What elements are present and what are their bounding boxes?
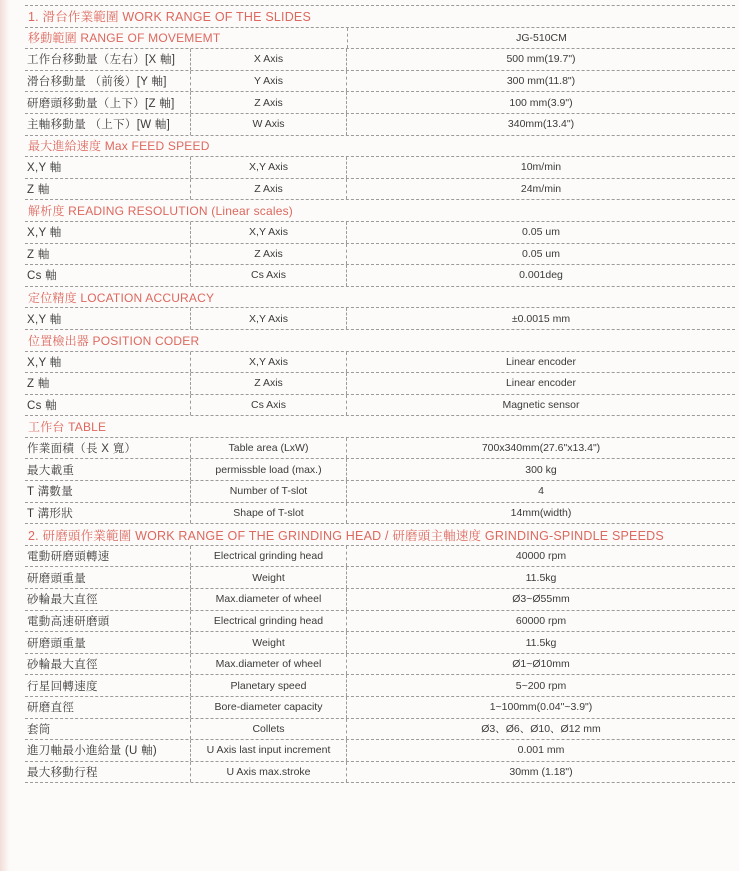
spec-value: 1~100mm(0.04"~3.9") [489,701,593,714]
spec-value: 340mm(13.4") [507,118,575,131]
table-row [25,567,735,589]
spec-zh-label: 行星回轉速度 [27,680,98,693]
spec-zh-cell [25,49,190,70]
spec-value: Ø3~Ø55mm [512,593,570,606]
spec-en-cell [190,71,347,92]
table-row [25,92,735,114]
spec-zh-cell [25,459,190,480]
spec-value: 4 [538,485,544,498]
spec-value-cell [347,762,735,783]
spec-en-cell [190,114,347,135]
spec-en-cell [190,697,347,718]
spec-en-label: X,Y Axis [249,161,288,174]
table-row [25,697,735,719]
spec-zh-cell [25,611,190,632]
spec-en-label: Weight [252,636,285,649]
spec-en-cell [190,654,347,675]
spec-zh-cell [25,675,190,696]
section-header-text: 工作台 TABLE [28,420,107,435]
table-row [25,49,735,71]
spec-en-label: X,Y Axis [249,226,288,239]
spec-value-cell [347,740,735,761]
spec-en-label: Collets [252,722,285,735]
table-row [25,308,735,330]
model-name-cell [347,28,735,49]
spec-value: Linear encoder [505,355,577,368]
table-row [25,589,735,611]
table-row [25,611,735,633]
table-row [25,395,735,417]
spec-en-cell [190,373,347,394]
spec-zh-label: 電動高速研磨頭 [27,615,110,628]
spec-value: Linear encoder [505,377,577,390]
spec-zh-label: T 溝數量 [27,486,74,499]
spec-value: 0.05 um [522,247,560,260]
spec-en-cell [190,740,347,761]
table-row [25,373,735,395]
spec-value: 60000 rpm [515,614,567,627]
spec-zh-cell [25,740,190,761]
table-row [25,222,735,244]
spec-en-label: X Axis [253,53,284,66]
spec-zh-label: 作業面積（長 X 寬） [27,443,137,456]
table-row [25,244,735,266]
spec-zh-cell [25,265,190,286]
spec-zh-cell [25,503,190,524]
spec-value: 300 mm(11.8") [506,75,576,88]
spec-zh-cell [25,654,190,675]
spec-zh-label: 套筒 [27,723,51,736]
table-row [25,654,735,676]
table-row [25,179,735,201]
spec-en-cell [190,438,347,459]
spec-value-cell [347,481,735,502]
spec-value: ±0.0015 mm [511,312,571,325]
spec-zh-label: 研磨直徑 [27,702,75,715]
spec-value: 0.001deg [519,269,563,282]
spec-value-cell [347,567,735,588]
spec-value: 30mm (1.18") [509,766,573,779]
spec-en-cell [190,481,347,502]
section-header-row [25,416,735,438]
spec-value-cell [347,222,735,243]
spec-en-cell [190,352,347,373]
table-row [25,762,735,784]
spec-en-label: Max.diameter of wheel [215,658,322,671]
section-title-row [25,524,735,546]
table-row [25,438,735,460]
model-header-row [25,28,735,50]
section-header-text: 定位精度 LOCATION ACCURACY [28,290,215,305]
spec-zh-label: 進刀軸最小進給量 (U 軸) [27,745,158,758]
range-of-movement-label-cell [25,28,347,49]
model-name: JG-510CM [516,31,567,44]
spec-zh-cell [25,308,190,329]
table-row [25,114,735,136]
spec-en-cell [190,92,347,113]
spec-en-cell [190,546,347,567]
table-row [25,632,735,654]
spec-zh-cell [25,697,190,718]
spec-zh-cell [25,244,190,265]
table-row [25,71,735,93]
spec-value-cell [347,373,735,394]
spec-en-cell [190,632,347,653]
spec-en-label: Z Axis [254,96,283,109]
table-row [25,157,735,179]
spec-zh-label: X,Y 軸 [27,227,62,240]
spec-zh-label: 砂輪最大直徑 [27,594,98,607]
spec-zh-label: 主軸移動量 （上下）[W 軸] [27,119,171,132]
spec-en-label: Y Axis [254,75,283,88]
spec-value: 700x340mm(27.6"x13.4") [481,442,601,455]
spec-value: 0.001 mm [517,744,565,757]
spec-value: 10m/min [520,161,562,174]
spec-zh-cell [25,71,190,92]
spec-zh-label: 滑台移動量 （前後）[Y 軸] [27,76,167,89]
spec-value: 500 mm(19.7") [506,53,576,66]
spec-zh-label: Cs 軸 [27,270,57,283]
spec-zh-cell [25,92,190,113]
spec-zh-label: 研磨頭移動量（上下）[Z 軸] [27,97,175,110]
spec-zh-label: T 溝形狀 [27,507,74,520]
spec-zh-label: 電動研磨頭轉速 [27,551,110,564]
spec-en-cell [190,265,347,286]
spec-value-cell [347,611,735,632]
spec-zh-cell [25,157,190,178]
section-header-row [25,287,735,309]
spec-en-label: Electrical grinding head [213,614,324,627]
spec-en-label: Z Axis [254,247,283,260]
spec-value-cell [347,589,735,610]
spec-zh-cell [25,481,190,502]
spec-en-label: permissble load (max.) [215,463,322,476]
spec-zh-label: 最大載重 [27,464,75,477]
spec-zh-cell [25,632,190,653]
spec-zh-cell [25,222,190,243]
spec-en-cell [190,567,347,588]
spec-value-cell [347,719,735,740]
section-title-text: 1. 滑台作業範圍 WORK RANGE OF THE SLIDES [28,10,311,25]
spec-value-cell [347,244,735,265]
spec-value-cell [347,49,735,70]
spec-zh-cell [25,589,190,610]
spec-value: Ø1~Ø10mm [512,658,570,671]
spec-en-cell [190,459,347,480]
spec-zh-label: Cs 軸 [27,399,57,412]
spec-value-cell [347,352,735,373]
spec-en-label: Max.diameter of wheel [215,593,322,606]
spec-value: Magnetic sensor [502,398,580,411]
section-header-text: 解析度 READING RESOLUTION (Linear scales) [28,204,293,219]
spec-value-cell [347,92,735,113]
spec-value: 14mm(width) [510,506,572,519]
spec-en-label: X,Y Axis [249,312,288,325]
spec-en-label: Cs Axis [250,398,286,411]
table-row [25,352,735,374]
spec-en-label: W Axis [252,118,285,131]
spec-en-label: Number of T-slot [229,485,308,498]
spec-zh-label: 工作台移動量（左右）[X 軸] [27,54,176,67]
spec-en-cell [190,762,347,783]
spec-zh-label: Z 軸 [27,184,50,197]
spec-value-cell [347,395,735,416]
spec-en-label: X,Y Axis [249,355,288,368]
table-row [25,719,735,741]
spec-zh-label: 最大移動行程 [27,767,98,780]
section-header-row [25,200,735,222]
spec-en-label: U Axis max.stroke [226,766,311,779]
spec-zh-label: 砂輪最大直徑 [27,659,98,672]
table-row [25,265,735,287]
spec-en-label: Electrical grinding head [213,550,324,563]
spec-en-label: Bore-diameter capacity [214,701,323,714]
spec-zh-label: 研磨頭重量 [27,637,86,650]
table-row [25,459,735,481]
spec-value-cell [347,632,735,653]
spec-en-label: Weight [252,571,285,584]
spec-zh-cell [25,567,190,588]
spec-en-cell [190,503,347,524]
range-of-movement-label: 移動範圍 RANGE OF MOVEMEMT [28,31,221,46]
spec-en-cell [190,719,347,740]
spec-value: 5~200 rpm [515,679,567,692]
spec-zh-label: Z 軸 [27,378,50,391]
spec-value: 300 kg [525,463,557,476]
section-title-row [25,6,735,28]
spec-zh-label: X,Y 軸 [27,162,62,175]
spec-zh-label: 研磨頭重量 [27,572,86,585]
spec-zh-cell [25,179,190,200]
spec-en-label: Planetary speed [230,679,307,692]
spec-zh-label: X,Y 軸 [27,356,62,369]
section-header-row [25,136,735,158]
spec-en-label: Shape of T-slot [233,506,304,519]
section-header-row [25,330,735,352]
spec-value: 0.05 um [522,226,560,239]
spec-zh-label: X,Y 軸 [27,313,62,326]
spec-zh-cell [25,395,190,416]
spec-zh-cell [25,373,190,394]
spec-value-cell [347,71,735,92]
spec-value-cell [347,459,735,480]
spec-value: 100 mm(3.9") [509,96,573,109]
spec-en-cell [190,244,347,265]
spec-zh-cell [25,352,190,373]
spec-en-cell [190,179,347,200]
spec-value-cell [347,438,735,459]
table-row [25,675,735,697]
spec-en-label: Z Axis [254,377,283,390]
spec-en-label: U Axis last input increment [206,744,331,757]
spec-value: 24m/min [520,183,562,196]
table-row [25,740,735,762]
section-header-text: 最大進給速度 Max FEED SPEED [28,139,210,154]
spec-value-cell [347,546,735,567]
spec-en-label: Table area (LxW) [228,442,309,455]
spec-zh-cell [25,762,190,783]
spec-value-cell [347,114,735,135]
spec-zh-cell [25,438,190,459]
spec-zh-label: Z 軸 [27,248,50,261]
table-row [25,503,735,525]
spec-value-cell [347,697,735,718]
table-row [25,546,735,568]
spec-value-cell [347,654,735,675]
spec-en-cell [190,49,347,70]
spec-value-cell [347,265,735,286]
spec-en-cell [190,395,347,416]
spec-value: 11.5kg [525,571,557,584]
spec-en-cell [190,222,347,243]
table-row [25,481,735,503]
spec-en-label: Z Axis [254,183,283,196]
spec-zh-cell [25,114,190,135]
spec-en-cell [190,308,347,329]
spec-value-cell [347,308,735,329]
spec-table [25,5,735,783]
spec-value: 11.5kg [525,636,557,649]
spec-en-cell [190,675,347,696]
section-header-text: 位置檢出器 POSITION CODER [28,333,200,348]
spec-value-cell [347,179,735,200]
section-title-text: 2. 研磨頭作業範圍 WORK RANGE OF THE GRINDING HEAD / 研磨頭主軸速度 GRINDING-SPINDLE SPEEDS [28,528,664,543]
spec-value: 40000 rpm [515,550,567,563]
spec-en-cell [190,589,347,610]
spec-zh-cell [25,546,190,567]
spec-value-cell [347,503,735,524]
spec-value-cell [347,157,735,178]
spec-value: Ø3、Ø6、Ø10、Ø12 mm [481,723,601,736]
spec-en-cell [190,611,347,632]
spec-en-cell [190,157,347,178]
spec-en-label: Cs Axis [250,269,286,282]
spec-zh-cell [25,719,190,740]
spec-value-cell [347,675,735,696]
